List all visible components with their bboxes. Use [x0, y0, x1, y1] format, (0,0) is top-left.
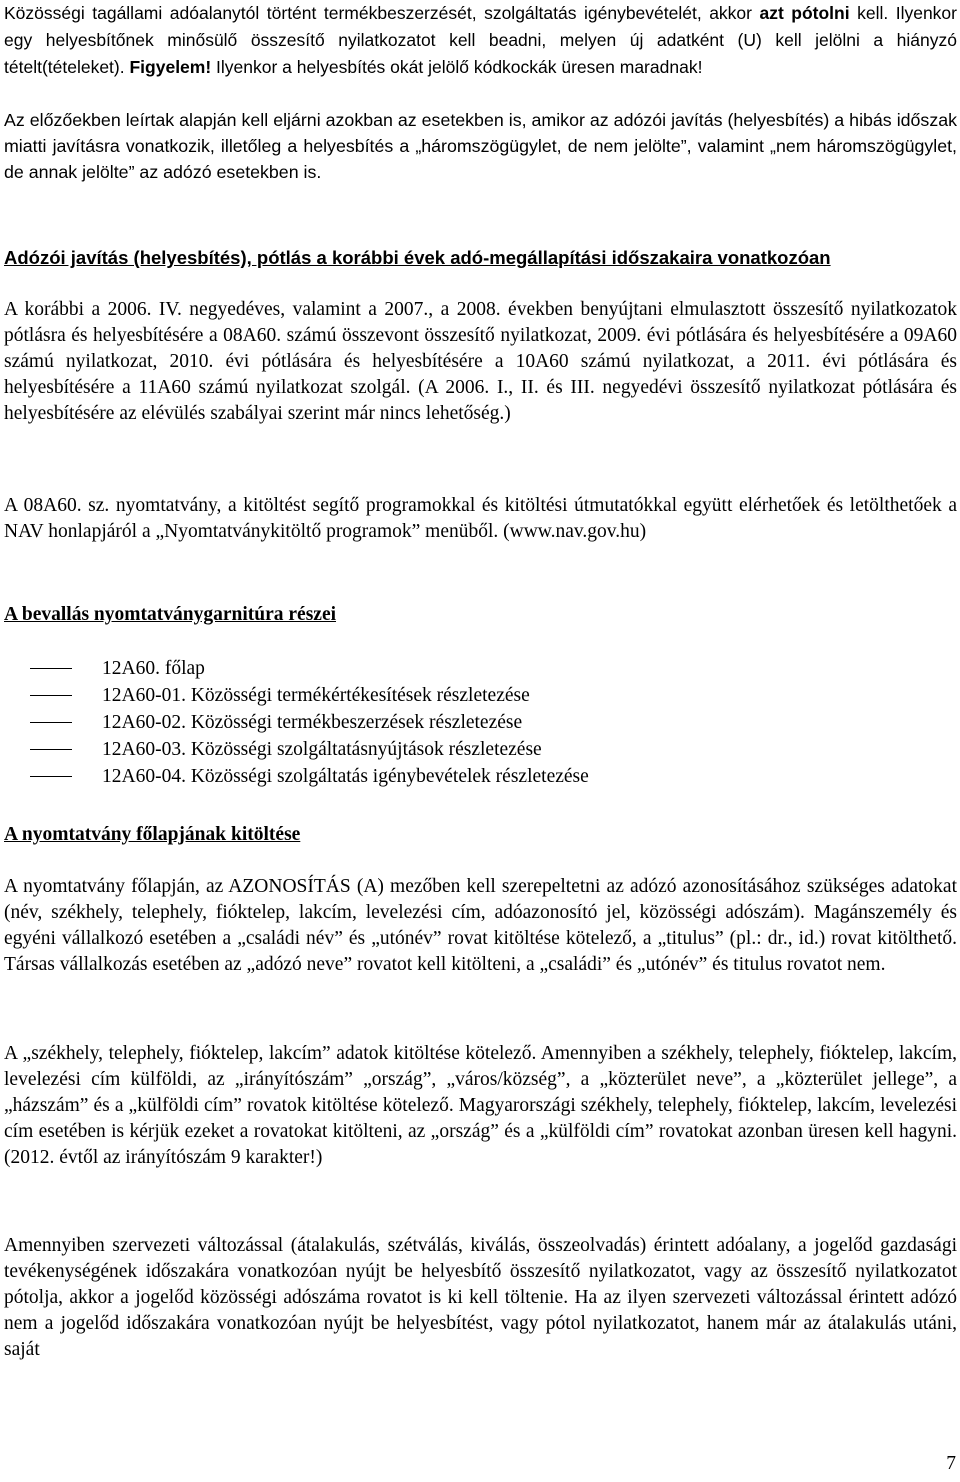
text-intro: Közösségi tagállami adóalanytól történt termékbeszerzését, szolgáltatás igénybevételét, akkor — [4, 3, 760, 23]
text-body: kell. Ilyenkor egy helyesbítőnek minősülő összesítő nyilatkozatot kell beadni, melyen új adatként (U) kell jelölni a hiányzó tételt(tételeket). — [4, 3, 957, 78]
paragraph-prior-years-forms: A korábbi a 2006. IV. negyedéves, valamint a 2007., a 2008. években benyújtani elmulasztott összesítő nyilatkozatok pótlásra és helyesbítésére a 08A60. számú összevont összesítő nyilatkozat, 2009. évi pótlására és helyesbítésére a 09A60 számú nyilatkozat, 2010. évi pótlására és helyesbítésére a 10A60 számú nyilatkozat, a 2011. évi pótlására és helyesbítésére a 11A60 számú nyilatkozat szolgál. (A 2006. I., II. és III. negyedévi összesítő nyilatkozat pótlására és helyesbítésére az elévülés szabályai szerint már nincs lehetőség.) — [4, 299, 957, 425]
dash-bullet — [30, 695, 72, 696]
heading-form-parts: A bevallás nyomtatványgarnitúra részei — [4, 604, 337, 625]
dash-bullet — [30, 776, 72, 777]
list-item — [4, 655, 957, 682]
list-item — [4, 682, 957, 709]
dash-bullet — [30, 722, 72, 723]
paragraph-correction-cases: Az előzőekben leírtak alapján kell eljárni azokban az esetekben is, amikor az adózói javítás (helyesbítés) a hibás időszak miatti javításra vonatkozik, illetőleg a helyesbítés a „háromszögügylet, de nem jelölte”, valamint „nem háromszögügylet, de annak jelölte” az adózó esetekben is. — [4, 110, 957, 183]
paragraph-legal-predecessor: Amennyiben szervezeti változással (átalakulás, szétválás, kiválás, összeolvadás) érintett adóalany, a jogelőd gazdasági tevékenységének időszakára vonatkozóan nyújt be helyesbítő összesítő nyilatkozatot, vagy az összesítő nyilatkozatot pótolja, akkor a jogelőd közösségi adószáma rovatot is ki kell töltenie. Ha az ilyen szervezeti változással érintett adózó nem a jogelőd időszakára vonatkozóan nyújt be helyesbítést, vagy pótol nyilatkozatot, hanem már az átalakulás utáni, saját — [4, 1235, 957, 1361]
list-item-text: 12A60-03. Közösségi szolgáltatásnyújtások részletezése — [102, 739, 542, 760]
heading-main-page: A nyomtatvány főlapjának kitöltése — [4, 824, 301, 845]
list-item — [4, 736, 957, 763]
paragraph-identification: A nyomtatvány főlapján, az AZONOSÍTÁS (A) mezőben kell szerepeltetni az adózó azonosításához szükséges adatokat (név, székhely, telephely, fióktelep, lakcím, levelezési cím, adóazonosító jel, közösségi adószám). Magánszemély és egyéni vállalkozó esetében a „családi név” és „utónév” rovat kitöltése kötelező, a „titulus” (pl.: dr., id.) rovat kitölthető. Társas vállalkozás esetében az „adózó neve” rovatot kell kitölteni, a „családi” és „utónév” és titulus rovatot nem. — [4, 876, 957, 976]
paragraph-supplement-rule — [4, 0, 957, 81]
form-parts-list — [4, 655, 957, 790]
dash-bullet — [30, 668, 72, 669]
list-item-text: 12A60-02. Közösségi termékbeszerzések részletezése — [102, 712, 523, 733]
dash-bullet — [30, 749, 72, 750]
list-item-text: 12A60-01. Közösségi termékértékesítések részletezése — [102, 685, 530, 706]
list-item-text: 12A60-04. Közösségi szolgáltatás igénybevételek részletezése — [102, 766, 589, 787]
page-number: 7 — [946, 1453, 956, 1474]
list-item-text: 12A60. főlap — [102, 658, 205, 679]
list-item — [4, 763, 957, 790]
paragraph-download-info: A 08A60. sz. nyomtatvány, a kitöltést segítő programokkal és kitöltési útmutatókkal együtt elérhetőek és letölthetőek a NAV honlapjáról a „Nyomtatványkitöltő programok” menüből. (www.nav.gov.hu) — [4, 495, 957, 543]
heading-prior-years: Adózói javítás (helyesbítés), pótlás a korábbi évek adó-megállapítási időszakaira vonatkozóan — [4, 247, 831, 268]
paragraph-address-fields: A „székhely, telephely, fióktelep, lakcím” adatok kitöltése kötelező. Amennyiben a székhely, telephely, fióktelep, lakcím, levelezési cím külföldi, az „irányítószám” „ország”, „város/község”, a „közterület neve”, a „közterület jellege”, a „házszám” és a „külföldi cím” rovatok kitöltése kötelező. Magyarországi székhely, telephely, fióktelep, lakcím, levelezési cím esetében is kérjük ezeket a rovatokat kitölteni, az „ország” és a „külföldi cím” rovatokat azonban üresen kell hagyni. (2012. évtől az irányítószám 9 karakter!) — [4, 1043, 957, 1169]
warning-label: Figyelem! — [129, 57, 212, 78]
text-emphasis-supplement: azt pótolni — [759, 3, 850, 23]
list-item — [4, 709, 957, 736]
text-warning: Ilyenkor a helyesbítés okát jelölő kódkockák üresen maradnak! — [211, 57, 703, 78]
